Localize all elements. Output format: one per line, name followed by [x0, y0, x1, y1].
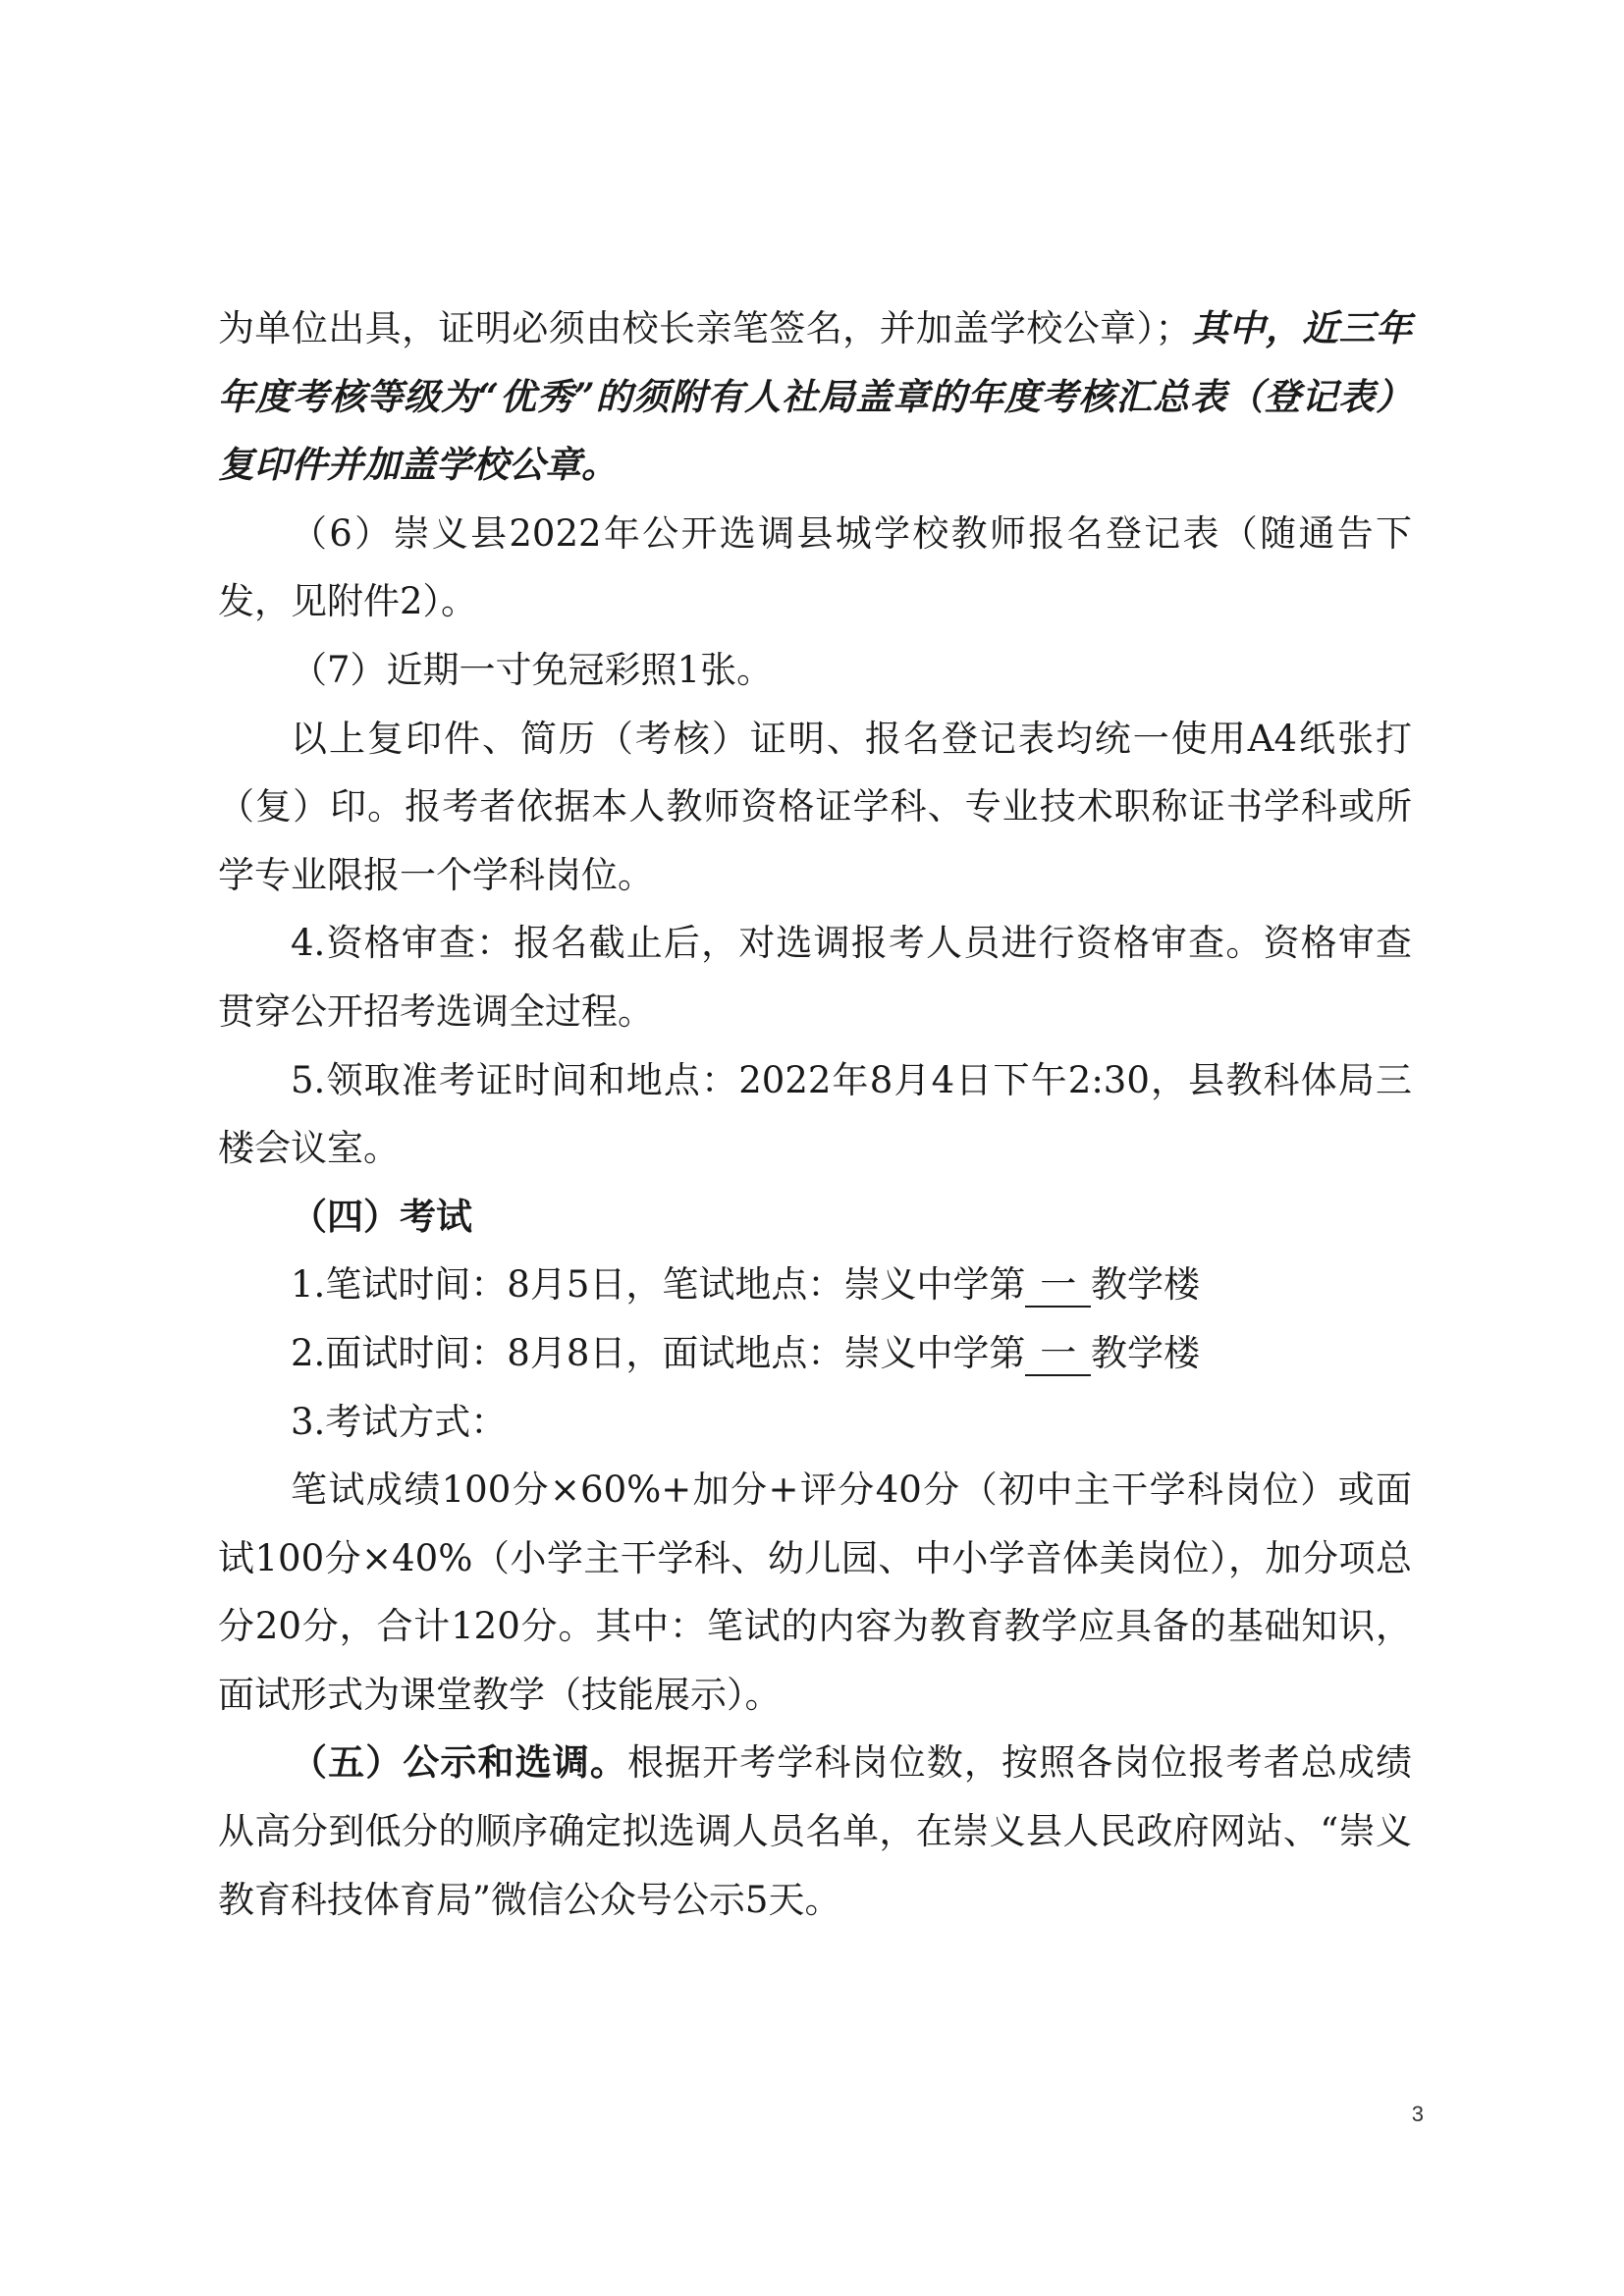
text-run: （6）崇义县2022年公开选调县城学校教师报名登记表（随通告下发，见附件2）。	[218, 511, 1412, 623]
paragraph-p3	[218, 636, 1412, 705]
text-run: 为单位出具，证明必须由校长亲笔签名，并加盖学校公章）；	[218, 307, 1192, 349]
paragraph-p11	[218, 1456, 1412, 1729]
text-run: 教学楼	[1090, 1331, 1200, 1374]
text-run: 教学楼	[1090, 1263, 1200, 1307]
paragraph-p10	[218, 1388, 1412, 1457]
paragraph-p6	[218, 1046, 1412, 1183]
paragraph-p1	[218, 294, 1412, 500]
page-number: 3	[1411, 2102, 1424, 2126]
text-run: （7）近期一寸免冠彩照1张。	[291, 648, 774, 691]
text-run: 3.考试方式：	[291, 1400, 508, 1443]
paragraph-p5	[218, 909, 1412, 1045]
text-run: 笔试成绩100分×60%+加分+评分40分（初中主干学科岗位）或面试100分×40%（小学主干学科、幼儿园、中小学音体美岗位），加分项总分20分，合计120分。其中：笔试的内容为教育教学应具备的基础知识，面试形式为课堂教学（技能展示）。	[218, 1468, 1412, 1716]
document-body	[218, 294, 1412, 1934]
paragraph-p2	[218, 500, 1412, 636]
text-run: 根据开考学科岗位数，按照各岗位报考者总成绩从高分到低分的顺序确定拟选调人员名单，在崇义县人民政府网站、“崇义教育科技体育局”微信公众号公示5天。	[218, 1741, 1413, 1921]
paragraph-p9	[218, 1319, 1412, 1388]
paragraph-p4	[218, 705, 1412, 910]
text-run: 5.领取准考证时间和地点：2022年8月4日下午2:30，县教科体局三楼会议室。	[218, 1058, 1412, 1170]
emphasized-text: 其中，近三年年度考核等级为“优秀”的须附有人社局盖章的年度考核汇总表（登记表）复印件并加盖学校公章。	[218, 306, 1412, 487]
paragraph-p8	[218, 1251, 1412, 1319]
text-run: 以上复印件、简历（考核）证明、报名登记表均统一使用A4纸张打（复）印。报考者依据本人教师资格证学科、专业技术职称证书学科或所学专业限报一个学科岗位。	[218, 717, 1412, 896]
paragraph-p12	[218, 1729, 1412, 1934]
section-heading: （四）考试	[291, 1194, 472, 1238]
paragraph-p7	[218, 1183, 1412, 1252]
filled-blank: 一	[1025, 1265, 1091, 1308]
text-run: 1.笔试时间：8月5日，笔试地点：崇义中学第	[291, 1263, 1026, 1307]
text-run: 2.面试时间：8月8日，面试地点：崇义中学第	[291, 1331, 1026, 1374]
section-heading: （五）公示和选调。	[291, 1740, 627, 1785]
filled-blank: 一	[1025, 1334, 1091, 1376]
text-run: 4.资格审查：报名截止后，对选调报考人员进行资格审查。资格审查贯穿公开招考选调全过程。	[218, 922, 1412, 1033]
